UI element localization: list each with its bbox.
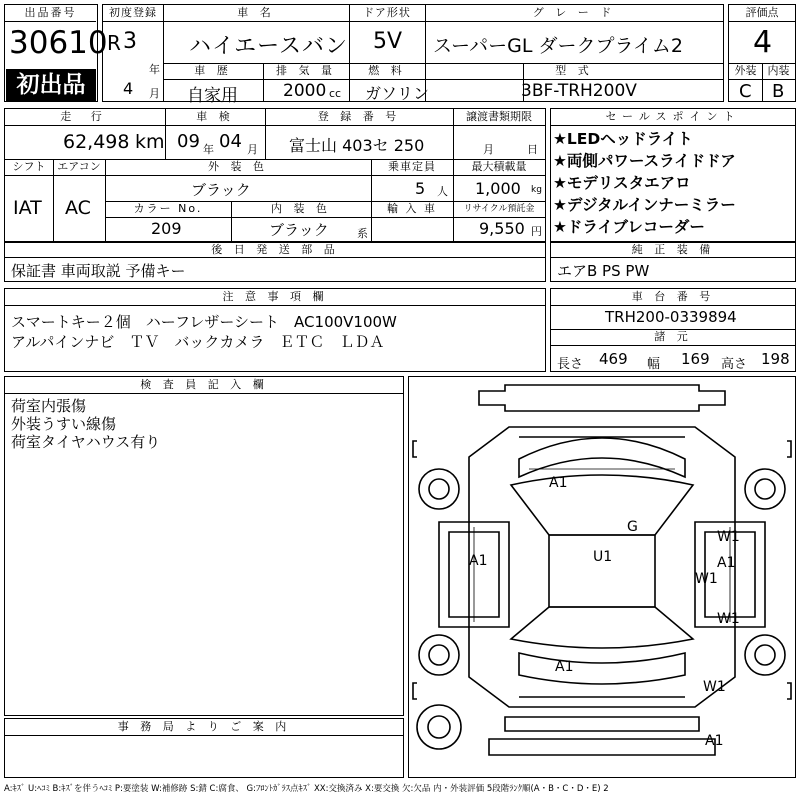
inspector-box xyxy=(4,376,404,716)
notes-label: 注 意 事 項 欄 xyxy=(222,290,328,303)
later-parts-label: 後 日 発 送 部 品 xyxy=(211,243,339,256)
recycle-unit: 円 xyxy=(531,225,542,238)
plate: 富士山 403セ 250 xyxy=(289,136,425,155)
damage-mark: W1 xyxy=(717,529,740,545)
load-label: 最大積載量 xyxy=(471,160,527,173)
interior-color-label: 内 装 色 xyxy=(271,202,331,215)
dims-label: 諸 元 xyxy=(654,330,692,343)
door-type: 5V xyxy=(373,29,403,54)
damage-mark: A1 xyxy=(469,553,488,569)
year-unit: 年 xyxy=(149,63,160,76)
lot-number: 30610 xyxy=(9,25,108,61)
history-label: 車 歴 xyxy=(194,64,232,77)
inspection-label: 車 検 xyxy=(196,110,234,123)
chassis-label: 車 台 番 号 xyxy=(631,290,715,303)
displacement-unit: cc xyxy=(329,87,342,100)
inspection-month-unit: 月 xyxy=(247,143,258,156)
legend: A:ｷｽﾞ U:ﾍｺﾐ B:ｷｽﾞを伴うﾍｺﾐ P:要塗装 W:補修跡 S:錆 C:腐食、 G:ﾌﾛﾝﾄｶﾞﾗｽ点ｷｽﾞ XX:交換済み X:要交換 欠:欠品 内・外装評価 5段階ﾗﾝｸ順(A・B・C・D・E) 2 xyxy=(4,784,609,794)
capacity-label: 乗車定員 xyxy=(388,160,436,173)
notes-line-2: アルパインナビ ＴＶ バックカメラ ＥＴＣ ＬＤＡ xyxy=(11,333,385,351)
office-box xyxy=(4,718,404,778)
inspection-month: 04 xyxy=(219,131,242,152)
import-label: 輸 入 車 xyxy=(387,202,437,215)
damage-mark: A1 xyxy=(549,475,568,491)
width-label: 幅 xyxy=(647,357,661,372)
sales-points-list xyxy=(553,128,736,238)
sales-point: ★モデリスタエアロ xyxy=(553,174,691,192)
aircon: AC xyxy=(65,197,91,219)
sales-points-box xyxy=(550,108,796,242)
shift-label: シフト xyxy=(12,160,46,173)
load-unit: kg xyxy=(531,185,542,195)
load: 1,000 xyxy=(475,179,521,198)
damage-mark: W1 xyxy=(695,571,718,587)
vehicle-name: ハイエースバン xyxy=(189,34,349,59)
reg-label: 初度登録 xyxy=(109,6,157,19)
later-parts-box xyxy=(4,242,546,282)
exterior-grade: C xyxy=(739,81,752,102)
interior-color-unit: 系 xyxy=(357,227,368,240)
notes-line-1: スマートキー２個 ハーフレザーシート AC100V100W xyxy=(11,313,397,331)
color-no-label: カラー No. xyxy=(133,202,203,215)
inspector-line: 外装うすい線傷 xyxy=(11,415,117,433)
standard-equipment-box xyxy=(550,242,796,282)
lot-box xyxy=(4,4,108,102)
month-unit: 月 xyxy=(149,87,160,100)
inspection-year-unit: 年 xyxy=(203,143,214,156)
office-label: 事 務 局 よ り ご 案 内 xyxy=(117,720,291,733)
later-parts: 保証書 車両取説 予備キー xyxy=(11,262,186,280)
length: 469 xyxy=(599,350,628,368)
inspector-notes xyxy=(11,397,160,451)
sales-point: ★両側パワースライドドア xyxy=(553,152,736,170)
model: 3BF-TRH200V xyxy=(521,81,637,101)
color-label: 外 装 色 xyxy=(208,160,268,173)
inspection-year: 09 xyxy=(177,131,200,152)
transfer-label: 譲渡書類期限 xyxy=(466,110,532,123)
height-label: 高さ xyxy=(721,357,748,372)
damage-mark: U1 xyxy=(593,549,613,565)
aircon-label: エアコン xyxy=(57,160,101,173)
interior-grade: B xyxy=(772,81,785,102)
color-no: 209 xyxy=(151,219,182,238)
displacement: 2000 xyxy=(283,81,327,101)
sales-point: ★LEDヘッドライト xyxy=(553,130,693,148)
vehicle-diagram xyxy=(409,377,795,777)
details-box xyxy=(4,108,546,242)
plate-label: 登 録 番 号 xyxy=(317,110,401,123)
lot-label: 出品番号 xyxy=(5,5,96,22)
displacement-label: 排 気 量 xyxy=(276,64,336,77)
name-label: 車 名 xyxy=(237,6,275,19)
width: 169 xyxy=(681,350,710,368)
standard-equipment-label: 純 正 装 備 xyxy=(631,243,715,256)
damage-mark: W1 xyxy=(703,679,726,695)
height: 198 xyxy=(761,350,790,368)
notes-box xyxy=(4,288,546,372)
recycle-label: リサイクル預託金 xyxy=(463,204,535,214)
color: ブラック xyxy=(191,181,251,199)
inspector-line: 荷室内張傷 xyxy=(11,397,87,415)
fuel: ガソリン xyxy=(365,84,430,103)
chassis-box xyxy=(550,288,796,372)
fuel-label: 燃 料 xyxy=(368,64,406,77)
sales-point: ★デジタルインナーミラー xyxy=(553,196,736,214)
grade: スーパーGL ダークプライム2 xyxy=(433,35,683,57)
reg-year: 3 xyxy=(123,29,137,54)
score-label: 評価点 xyxy=(745,6,779,19)
sales-points-label: セールスポイント xyxy=(605,110,741,123)
reg-month: 4 xyxy=(123,79,134,98)
mileage-label: 走 行 xyxy=(60,110,110,123)
damage-mark: G xyxy=(627,519,638,535)
damage-mark: A1 xyxy=(717,555,736,571)
length-label: 長さ xyxy=(557,357,584,372)
transfer-day-unit: 日 xyxy=(527,143,538,156)
vehicle-info-box xyxy=(102,4,724,106)
sales-point: ★ドライブレコーダー xyxy=(553,218,705,236)
history: 自家用 xyxy=(187,86,238,106)
transfer-month-unit: 月 xyxy=(483,143,494,156)
damage-mark: A1 xyxy=(555,659,574,675)
shift: IAT xyxy=(13,197,42,219)
score: 4 xyxy=(753,25,773,60)
interior-color: ブラック xyxy=(269,221,329,239)
capacity: 5 xyxy=(415,179,426,198)
model-label: 型 式 xyxy=(555,64,593,77)
grade-label: グ レ ー ド xyxy=(532,6,616,19)
mileage-unit: km xyxy=(135,131,165,153)
damage-mark: A1 xyxy=(705,733,724,749)
standard-equipment: エアB PS PW xyxy=(557,262,650,280)
mileage: 62,498 xyxy=(63,131,130,153)
chassis-number: TRH200-0339894 xyxy=(605,308,737,326)
damage-mark: W1 xyxy=(717,611,740,627)
era: R xyxy=(107,31,121,55)
score-box xyxy=(728,4,796,102)
door-label: ドア形状 xyxy=(363,6,411,19)
exterior-grade-label: 外装 xyxy=(734,64,757,77)
capacity-unit: 人 xyxy=(437,185,448,198)
inspector-label: 検 査 員 記 入 欄 xyxy=(140,378,268,391)
recycle: 9,550 xyxy=(479,219,525,238)
damage-diagram-box xyxy=(408,376,796,778)
first-listing-badge: 初出品 xyxy=(6,69,96,101)
interior-grade-label: 内装 xyxy=(767,64,790,77)
inspector-line: 荷室タイヤハウス有り xyxy=(11,433,161,451)
